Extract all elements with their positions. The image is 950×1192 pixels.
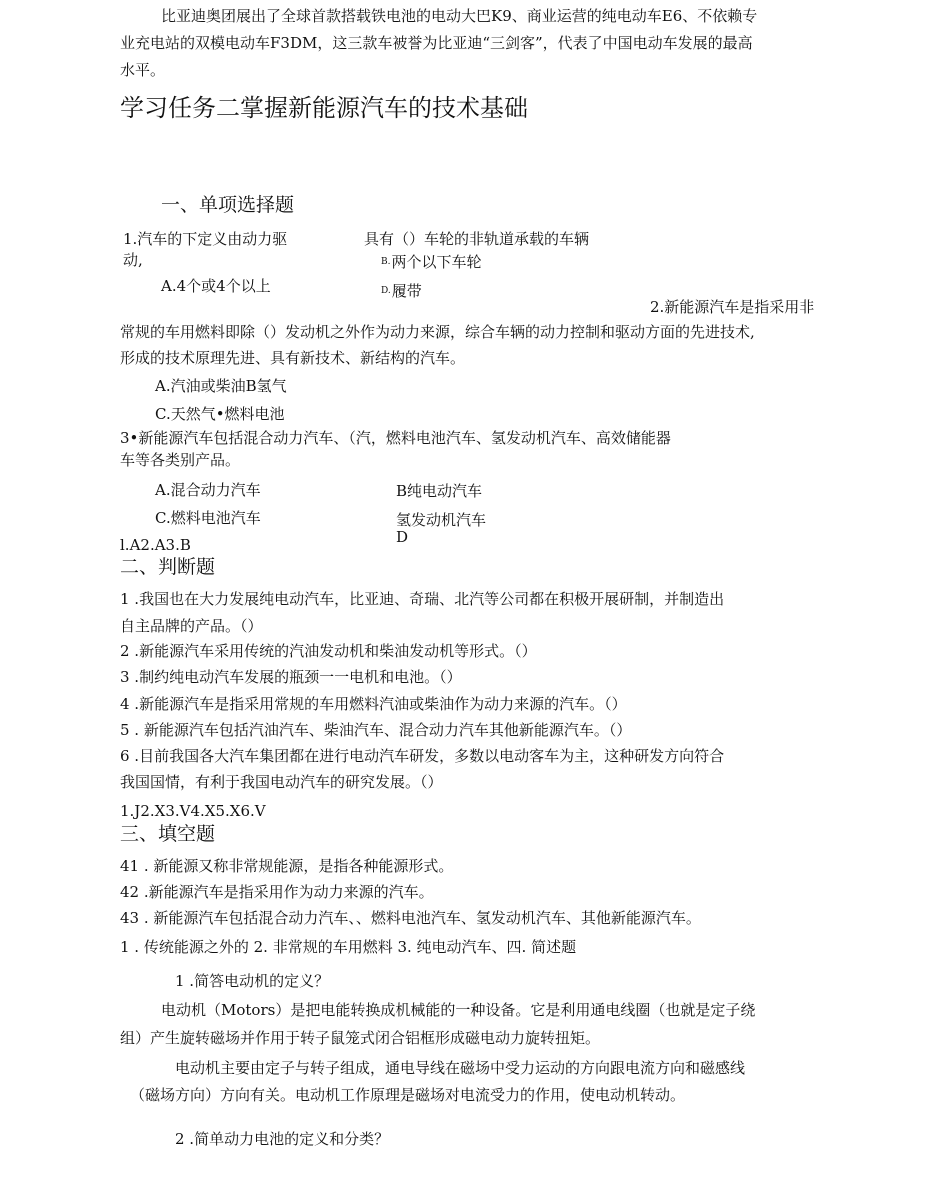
q1-option-d-text: 履带 bbox=[391, 282, 422, 300]
q3-option-d-letter: D bbox=[396, 528, 409, 546]
q2-line-1: 2.新能源汽车是指采用非 bbox=[650, 298, 815, 316]
q1-option-a: A.4个或4个以上 bbox=[161, 277, 271, 295]
tf-item-6-line-1: 6 .目前我国各大汽车集团都在进行电动汽车研发，多数以电动客车为主，这种研发方向符合 bbox=[120, 747, 725, 765]
short-answer-q2: 2 .简单动力电池的定义和分类？ bbox=[175, 1130, 390, 1148]
q2-line-3: 形成的技术原理先进、具有新技术、新结构的汽车。 bbox=[120, 349, 466, 367]
section3-answers: 1 . 传统能源之外的 2. 非常规的车用燃料 3. 纯电动汽车、四. 简述题 bbox=[120, 938, 577, 956]
answer-p2-line-2: （磁场方向）方向有关。电动机工作原理是磁场对电流受力的作用，使电动机转动。 bbox=[130, 1086, 686, 1104]
fill-item-41: 41 . 新能源又称非常规能源，是指各种能源形式。 bbox=[120, 857, 454, 875]
q2-line-2: 常规的车用燃料即除（）发动机之外作为动力来源，综合车辆的动力控制和驱动方面的先进技术, bbox=[120, 323, 755, 341]
q3-line-2: 车等各类别产品。 bbox=[120, 451, 241, 469]
tf-item-4: 4 .新能源汽车是指采用常规的车用燃料汽油或柴油作为动力来源的汽车。（） bbox=[120, 695, 627, 713]
section2-answers: 1.J2.X3.V4.X5.X6.V bbox=[120, 802, 266, 820]
q2-option-ab: A.汽油或柴油B氢气 bbox=[155, 377, 287, 395]
q1-option-b-marker: B. bbox=[381, 257, 391, 267]
q1-left-line-2: 动, bbox=[123, 251, 143, 269]
section-heading-fill-blank: 三、填空题 bbox=[120, 823, 216, 845]
q1-option-b-text: 两个以下车轮 bbox=[391, 253, 482, 271]
answer-p2-line-1: 电动机主要由定子与转子组成，通电导线在磁场中受力运动的方向跟电流方向和磁感线 bbox=[175, 1059, 746, 1077]
intro-line-2: 业充电站的双模电动车F3DM，这三款车被誉为比亚迪“三剑客”，代表了中国电动车发展的最高 bbox=[120, 34, 753, 52]
answer-p1-line-1: 电动机（Motors）是把电能转换成机械能的一种设备。它是利用通电线圈（也就是定子绕 bbox=[161, 1001, 756, 1019]
q1-option-b bbox=[381, 252, 482, 272]
tf-item-6-line-2: 我国国情，有利于我国电动汽车的研究发展。（） bbox=[120, 773, 443, 791]
tf-item-1-line-1: 1 .我国也在大力发展纯电动汽车，比亚迪、奇瑞、北汽等公司都在积极开展研制，并制造出 bbox=[120, 590, 725, 608]
section1-answers: l.A2.A3.B bbox=[120, 536, 191, 554]
q3-option-d-text: 氢发动机汽车 bbox=[396, 511, 487, 529]
intro-line-3: 水平。 bbox=[120, 61, 166, 79]
section-heading-single-choice: 一、单项选择题 bbox=[161, 194, 295, 216]
tf-item-3: 3 .制约纯电动汽车发展的瓶颈一一电机和电池。（） bbox=[120, 668, 462, 686]
fill-item-43: 43 . 新能源汽车包括混合动力汽车、、燃料电池汽车、氢发动机汽车、其他新能源汽车。 bbox=[120, 909, 701, 927]
page-title: 学习任务二掌握新能源汽车的技术基础 bbox=[120, 94, 528, 122]
tf-item-1-line-2: 自主品牌的产品。（） bbox=[120, 617, 263, 635]
tf-item-5: 5 . 新能源汽车包括汽油汽车、柴油汽车、混合动力汽车其他新能源汽车。（） bbox=[120, 721, 632, 739]
q1-left-line-1: 1.汽车的下定义由动力驱 bbox=[123, 230, 288, 248]
q1-option-d-marker: D. bbox=[381, 286, 391, 296]
q3-line-1: 3•新能源汽车包括混合动力汽车、（汽，燃料电池汽车、氢发动机汽车、高效储能器 bbox=[120, 429, 671, 447]
answer-p1-line-2: 组）产生旋转磁场并作用于转子鼠笼式闭合铝框形成磁电动力旋转扭矩。 bbox=[120, 1029, 601, 1047]
q3-option-c: C.燃料电池汽车 bbox=[155, 509, 261, 527]
q1-option-d bbox=[381, 281, 422, 301]
q3-option-a: A.混合动力汽车 bbox=[155, 481, 261, 499]
tf-item-2: 2 .新能源汽车采用传统的汽油发动机和柴油发动机等形式。（） bbox=[120, 642, 537, 660]
fill-item-42: 42 .新能源汽车是指采用作为动力来源的汽车。 bbox=[120, 883, 434, 901]
q3-option-b: B纯电动汽车 bbox=[396, 482, 483, 500]
q2-option-c: C.天然气•燃料电池 bbox=[155, 405, 285, 423]
short-answer-q1: 1 .简答电动机的定义？ bbox=[175, 972, 330, 990]
intro-line-1: 比亚迪奥团展出了全球首款搭载铁电池的电动大巴K9、商业运营的纯电动车E6、不依赖专 bbox=[161, 7, 758, 25]
section-heading-true-false: 二、判断题 bbox=[120, 556, 216, 578]
q1-right-text: 具有（）车轮的非轨道承载的车辆 bbox=[364, 230, 590, 248]
